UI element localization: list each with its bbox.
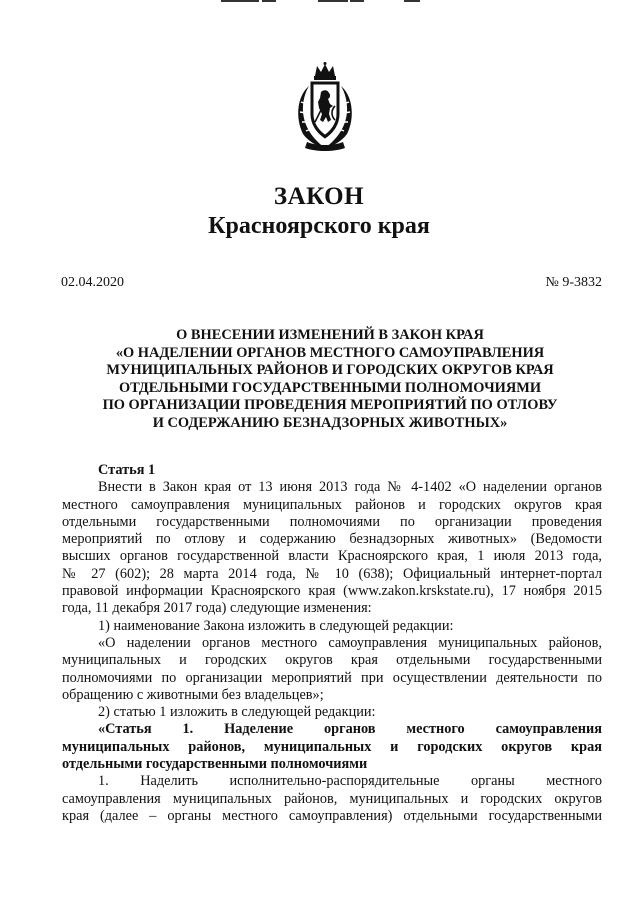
law-heading bbox=[60, 327, 600, 432]
law-subtitle: Красноярского края bbox=[208, 213, 430, 239]
article-body bbox=[62, 462, 602, 825]
text-line: полномочиями по организации мероприятий при осуществлении деятельности по bbox=[62, 669, 602, 686]
text-line: № 27 (602); 28 марта 2014 года, № 10 (638); Официальный интернет-портал bbox=[62, 565, 602, 582]
text-line: правовой информации Красноярского края (www.zakon.krskstate.ru), 17 ноября 2015 bbox=[62, 583, 602, 600]
scan-artifact bbox=[350, 0, 364, 2]
article-1-title-line: «Статья 1. Наделение органов местного самоуправления bbox=[98, 721, 602, 738]
text-line: года, 11 декабря 2017 года) следующие изменения: bbox=[62, 600, 372, 617]
scan-artifact bbox=[318, 0, 348, 2]
coat-of-arms-emblem bbox=[291, 62, 359, 154]
text-line: местного самоуправления муниципальных районов и городских округов края bbox=[62, 496, 602, 513]
text-line: «О наделении органов местного самоуправления муниципальных районов, bbox=[98, 634, 602, 651]
heading-line: ОТДЕЛЬНЫМИ ГОСУДАРСТВЕННЫМИ ПОЛНОМОЧИЯМИ bbox=[118, 379, 542, 396]
text-line: самоуправления муниципальных районов, муниципальных и городских округов bbox=[62, 790, 602, 807]
heading-line: «О НАДЕЛЕНИИ ОРГАНОВ МЕСТНОГО САМОУПРАВЛЕНИЯ bbox=[115, 344, 545, 361]
text-line: муниципальных и городских округов края отдельными государственными bbox=[62, 652, 602, 669]
scan-artifact bbox=[221, 0, 259, 2]
article-title: Статья 1 bbox=[98, 462, 156, 478]
heading-line: МУНИЦИПАЛЬНЫХ РАЙОНОВ И ГОРОДСКИХ ОКРУГОВ КРАЯ bbox=[106, 362, 554, 378]
text-line: 1) наименование Закона изложить в следующей редакции: bbox=[98, 617, 454, 634]
heading-line: И СОДЕРЖАНИЮ БЕЗНАДЗОРНЫХ ЖИВОТНЫХ» bbox=[152, 414, 508, 431]
text-line: Внести в Закон края от 13 июня 2013 года № 4-1402 «О наделении органов bbox=[98, 479, 602, 496]
heading-line: ПО ОРГАНИЗАЦИИ ПРОВЕДЕНИЯ МЕРОПРИЯТИЙ ПО ОТЛОВУ bbox=[102, 397, 558, 413]
scan-artifact bbox=[262, 0, 276, 2]
text-line: 2) статью 1 изложить в следующей редакции: bbox=[98, 704, 376, 721]
text-line: обращению с животными без владельцев»; bbox=[62, 686, 324, 703]
text-line: высших органов государственной власти Красноярского края, 1 июля 2013 года, bbox=[62, 548, 602, 565]
law-number: № 9-3832 bbox=[545, 275, 602, 290]
scan-artifact bbox=[404, 0, 420, 2]
text-line: отдельными государственными полномочиями по организации проведения bbox=[62, 513, 602, 530]
text-line: мероприятий по отлову и содержанию безнадзорных животных» (Ведомости bbox=[62, 531, 602, 548]
text-line: края (далее – органы местного самоуправления) отдельными государственными bbox=[62, 807, 602, 824]
law-date: 02.04.2020 bbox=[61, 275, 124, 290]
article-1-title-line: отдельными государственными полномочиями bbox=[62, 756, 368, 773]
heading-line: О ВНЕСЕНИИ ИЗМЕНЕНИЙ В ЗАКОН КРАЯ bbox=[176, 327, 484, 343]
text-line: 1. Наделить исполнительно-распорядительные органы местного bbox=[98, 773, 602, 790]
law-title: ЗАКОН bbox=[273, 183, 365, 210]
article-1-title-line: муниципальных районов, муниципальных и городских округов края bbox=[62, 738, 602, 755]
